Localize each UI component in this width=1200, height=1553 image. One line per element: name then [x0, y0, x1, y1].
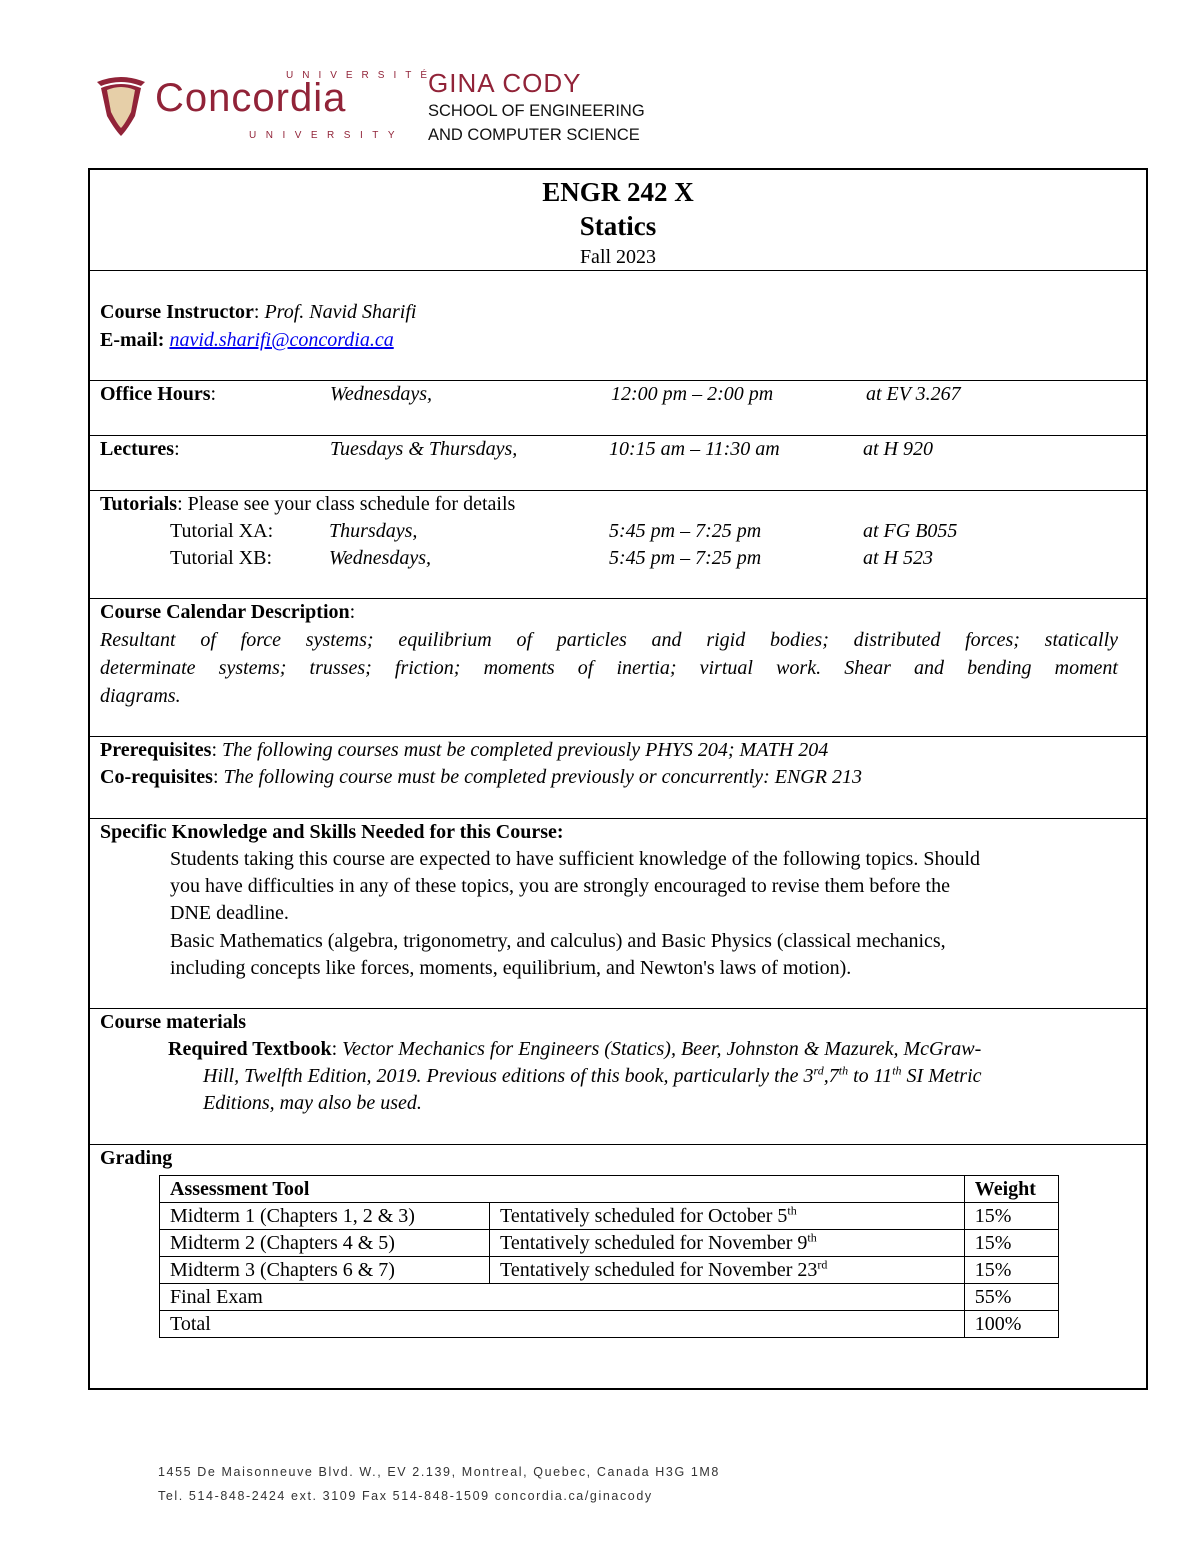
assessment-tool-cell: Midterm 3 (Chapters 6 & 7) [160, 1257, 490, 1284]
course-term: Fall 2023 [579, 246, 657, 268]
schedule-cell: Tentatively scheduled for November 9th [490, 1230, 965, 1257]
calendar-line-3: diagrams. [100, 685, 181, 707]
weight-cell: 15% [964, 1257, 1058, 1284]
calendar-line-2: determinate systems; trusses; friction; moments of inertia; virtual work. Shear and bending moment [100, 657, 1118, 679]
footer-address: 1455 De Maisonneuve Blvd. W., EV 2.139, Montreal, Quebec, Canada H3G 1M8 [158, 1465, 720, 1479]
universite-text: UNIVERSITÉ [286, 70, 437, 81]
instructor-label: Course Instructor [100, 301, 254, 323]
table-row [160, 1284, 1059, 1311]
calendar-line-1: Resultant of force systems; equilibrium of particles and rigid bodies; distributed forces; statically [100, 629, 1118, 651]
lectures-days: Tuesdays & Thursdays, [330, 438, 518, 460]
corequisites-label: Co-requisites [100, 766, 213, 788]
tutorials-label: Tutorials [100, 493, 178, 515]
textbook-label: Required Textbook [168, 1038, 332, 1060]
tutorial-xa-time: 5:45 pm – 7:25 pm [609, 520, 762, 542]
university-text: UNIVERSITY [249, 130, 405, 141]
tutorial-xb-time: 5:45 pm – 7:25 pm [609, 547, 762, 569]
materials-label: Course materials [100, 1011, 247, 1033]
office-hours-days: Wednesdays, [330, 383, 433, 405]
skills-label: Specific Knowledge and Skills Needed for this Course: [100, 821, 564, 843]
skills-line-5: including concepts like forces, moments, equilibrium, and Newton's laws of motion). [170, 957, 852, 979]
skills-line-4: Basic Mathematics (algebra, trigonometry, and calculus) and Basic Physics (classical mechanics, [170, 930, 946, 952]
total-weight-cell: 100% [964, 1311, 1058, 1338]
assessment-tool-cell: Midterm 2 (Chapters 4 & 5) [160, 1230, 490, 1257]
email-label: E-mail: [100, 329, 165, 351]
school-line-1: SCHOOL OF ENGINEERING [428, 102, 645, 120]
course-name: Statics [579, 211, 657, 241]
tutorial-xa-days: Thursdays, [329, 520, 418, 542]
title-section [90, 170, 1146, 271]
assessment-tool-cell: Midterm 1 (Chapters 1, 2 & 3) [160, 1203, 490, 1230]
office-hours-location: at EV 3.267 [866, 383, 961, 405]
grading-section [90, 1145, 1146, 1390]
lectures-time: 10:15 am – 11:30 am [609, 438, 780, 460]
instructor-section [90, 271, 1146, 381]
prerequisites-line: Prerequisites: The following courses must be completed previously PHYS 204; MATH 204 [100, 739, 829, 761]
tutorial-xb-location: at H 523 [863, 547, 933, 569]
grading-table [159, 1175, 1059, 1338]
skills-line-3: DNE deadline. [170, 902, 289, 924]
tutorial-xb-days: Wednesdays, [329, 547, 432, 569]
final-exam-cell: Final Exam [160, 1284, 965, 1311]
table-row [160, 1203, 1059, 1230]
concordia-wordmark: Concordia [155, 76, 347, 120]
tutorial-xb-name: Tutorial XB: [170, 547, 273, 569]
total-cell: Total [160, 1311, 965, 1338]
schedule-cell: Tentatively scheduled for November 23rd [490, 1257, 965, 1284]
concordia-shield-icon [95, 72, 147, 138]
skills-section [90, 819, 1146, 1009]
footer-contact: Tel. 514-848-2424 ext. 3109 Fax 514-848-1509 concordia.ca/ginacody [158, 1489, 653, 1503]
textbook-line-1: Required Textbook: Vector Mechanics for Engineers (Statics), Beer, Johnston & Mazurek, McGraw- [168, 1038, 982, 1060]
schedule-cell: Tentatively scheduled for October 5th [490, 1203, 965, 1230]
course-outline-frame [88, 168, 1148, 1390]
textbook-title: Vector Mechanics for Engineers (Statics), Beer, Johnston & Mazurek, McGraw- [342, 1038, 982, 1060]
tutorials-note: : Please see your class schedule for details [177, 493, 516, 515]
prerequisites-text: The following courses must be completed previously PHYS 204; MATH 204 [222, 739, 829, 761]
table-row [160, 1230, 1059, 1257]
lectures-section [90, 436, 1146, 491]
tutorials-section [90, 491, 1146, 599]
office-hours-section [90, 381, 1146, 436]
textbook-line-2: Hill, Twelfth Edition, 2019. Previous editions of this book, particularly the 3rd,7th to 11th SI Metric [203, 1063, 982, 1087]
tutorial-xa-location: at FG B055 [863, 520, 958, 542]
tutorials-heading [100, 491, 515, 518]
email-line [100, 327, 394, 354]
lectures-location: at H 920 [863, 438, 933, 460]
corequisites-text: The following course must be completed previously or concurrently: ENGR 213 [223, 766, 862, 788]
lectures-label: Lectures: [100, 438, 180, 460]
calendar-section [90, 599, 1146, 737]
weight-cell: 15% [964, 1230, 1058, 1257]
table-row [160, 1311, 1059, 1338]
weight-cell: 15% [964, 1203, 1058, 1230]
skills-line-1: Students taking this course are expected to have sufficient knowledge of the following topics. Should [170, 848, 981, 870]
header-assessment-tool: Assessment Tool [160, 1176, 965, 1203]
instructor-name: Prof. Navid Sharifi [264, 301, 417, 323]
skills-line-2: you have difficulties in any of these topics, you are strongly encouraged to revise them before the [170, 875, 950, 897]
instructor-line: Course Instructor: Prof. Navid Sharifi [100, 301, 417, 323]
corequisites-line: Co-requisites: The following course must be completed previously or concurrently: ENGR 213 [100, 766, 862, 788]
materials-section [90, 1009, 1146, 1145]
office-hours-label: Office Hours: [100, 383, 217, 405]
prerequisites-label: Prerequisites [100, 739, 212, 761]
final-weight-cell: 55% [964, 1284, 1058, 1311]
tutorial-xa-name: Tutorial XA: [170, 520, 274, 542]
textbook-line-3: Editions, may also be used. [203, 1092, 422, 1114]
course-code: ENGR 242 X [542, 177, 694, 207]
calendar-label: Course Calendar Description: [100, 601, 356, 623]
email-link[interactable]: navid.sharifi@concordia.ca [169, 329, 394, 351]
header-weight: Weight [964, 1176, 1058, 1203]
table-row [160, 1257, 1059, 1284]
grading-label: Grading [100, 1147, 173, 1169]
office-hours-time: 12:00 pm – 2:00 pm [611, 383, 774, 405]
school-line-2: AND COMPUTER SCIENCE [428, 126, 640, 144]
page-header [95, 62, 795, 152]
gina-cody-title: GINA CODY [428, 68, 582, 98]
prerequisites-section [90, 737, 1146, 819]
table-row [160, 1176, 1059, 1203]
